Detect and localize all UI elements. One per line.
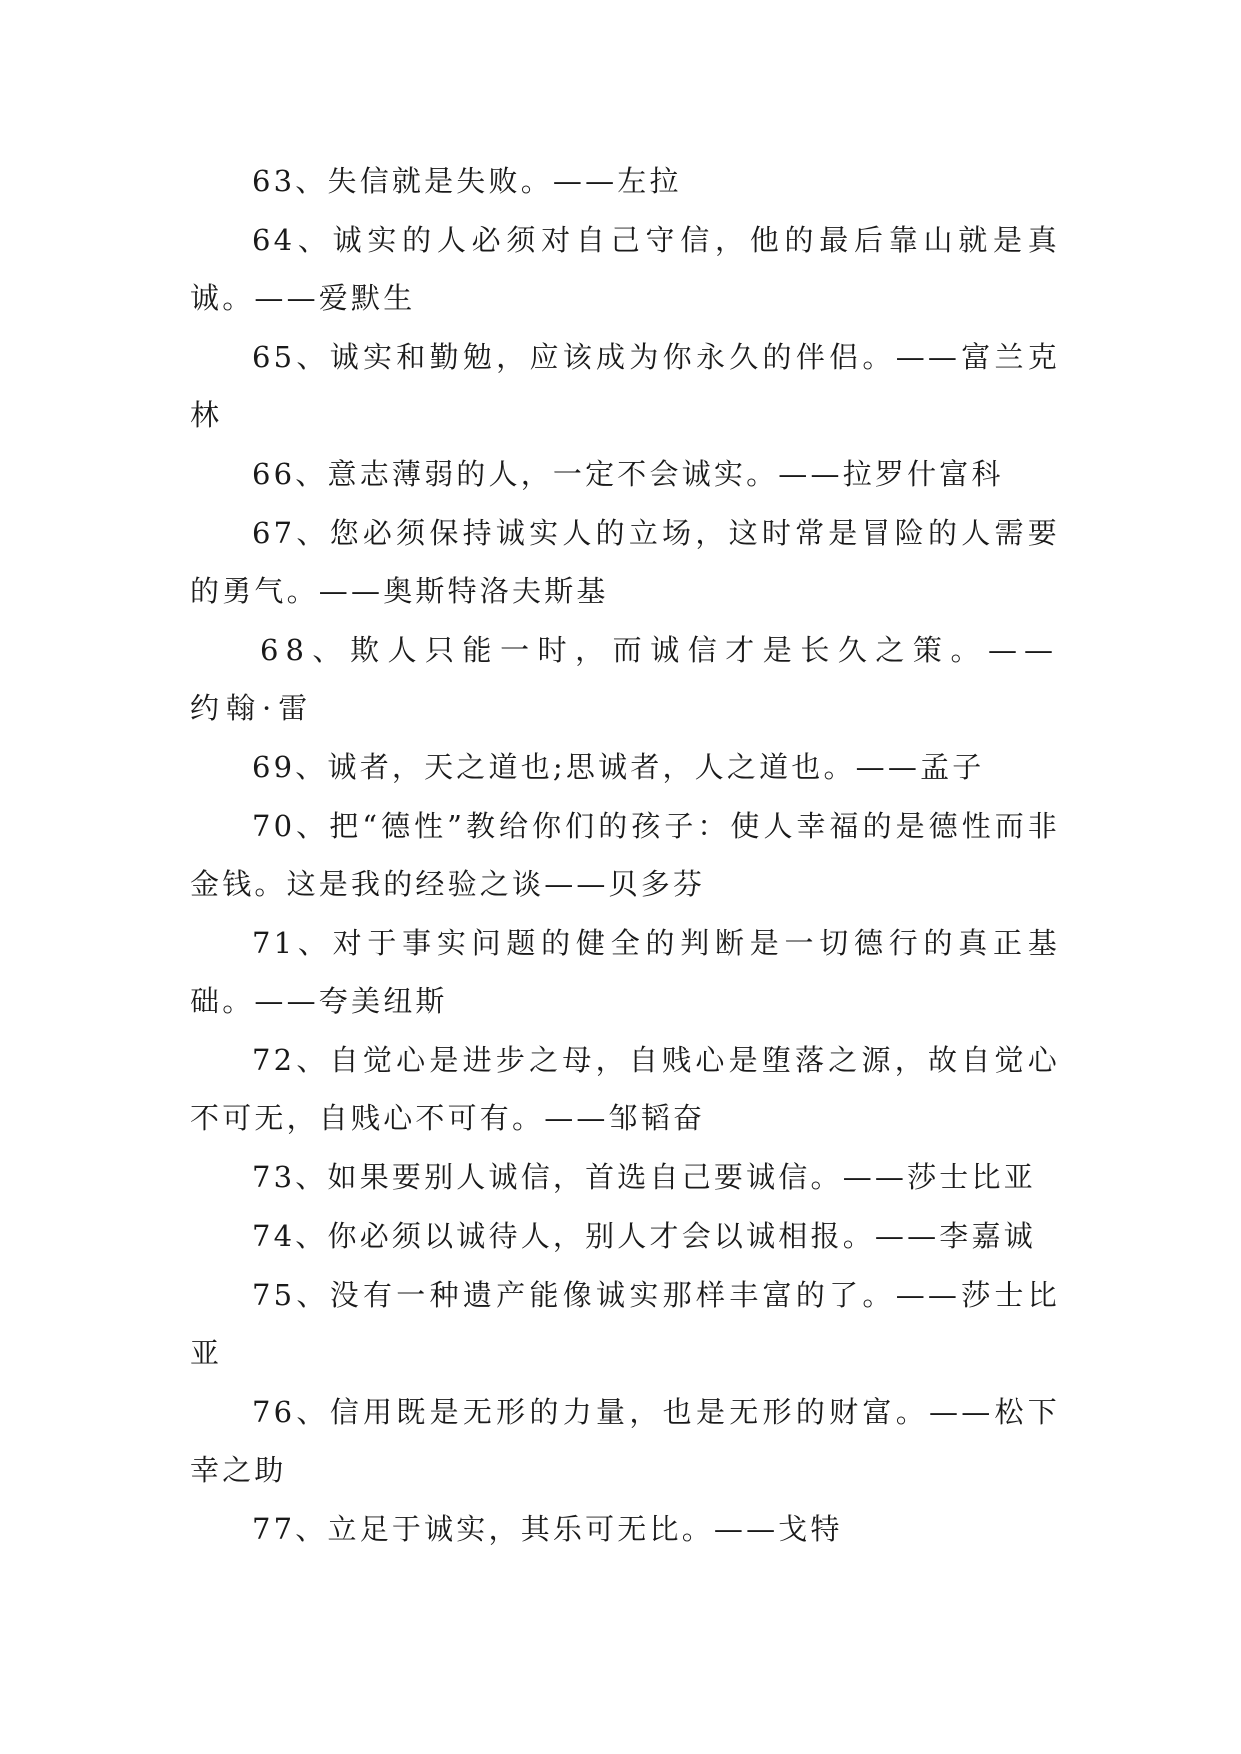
quote-70: 70、把“德性”教给你们的孩子：使人幸福的是德性而非金钱。这是我的经验之谈——贝多芬: [190, 809, 1060, 901]
quote-74: 74、你必须以诚待人，别人才会以诚相报。——李嘉诚: [252, 1219, 1036, 1253]
quote-67: 67、您必须保持诚实人的立场，这时常是冒险的人需要的勇气。——奥斯特洛夫斯基: [190, 516, 1060, 608]
quote-64: 64、诚实的人必须对自己守信，他的最后靠山就是真诚。——爱默生: [190, 223, 1060, 315]
document-body: [190, 152, 1060, 1559]
quote-69: 69、诚者，天之道也;思诚者，人之道也。——孟子: [252, 750, 985, 784]
quote-76: 76、信用既是无形的力量，也是无形的财富。——松下幸之助: [190, 1395, 1060, 1487]
quote-73: 73、如果要别人诚信，首选自己要诚信。——莎士比亚: [252, 1160, 1036, 1194]
quote-68: 68、欺人只能一时，而诚信才是长久之策。——约翰·雷: [190, 633, 1060, 725]
quote-65: 65、诚实和勤勉，应该成为你永久的伴侣。——富兰克林: [190, 340, 1060, 432]
quote-71: 71、对于事实问题的健全的判断是一切德行的真正基础。——夸美纽斯: [190, 926, 1060, 1018]
quote-75: 75、没有一种遗产能像诚实那样丰富的了。——莎士比亚: [190, 1278, 1060, 1370]
quote-72: 72、自觉心是进步之母，自贱心是堕落之源，故自觉心不可无，自贱心不可有。——邹韬奋: [190, 1043, 1060, 1135]
quote-63: 63、失信就是失败。——左拉: [252, 164, 682, 198]
quote-77: 77、立足于诚实，其乐可无比。——戈特: [252, 1512, 843, 1546]
quote-66: 66、意志薄弱的人，一定不会诚实。——拉罗什富科: [252, 457, 1004, 491]
